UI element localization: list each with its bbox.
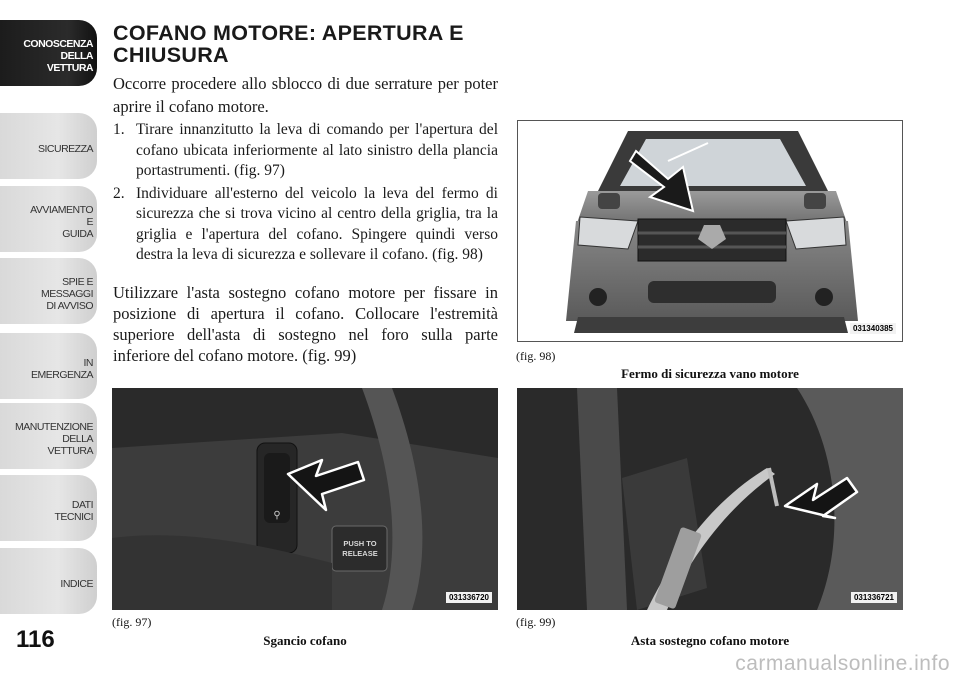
tab-indice[interactable]: INDICE <box>0 548 97 614</box>
tab-sicurezza[interactable]: SICUREZZA <box>0 113 97 179</box>
figure-99-image <box>517 388 903 610</box>
hood-release-illustration <box>112 388 498 610</box>
step-text: Individuare all'esterno del veicolo la leva del fermo di sicurezza che si trova vicino al centro della griglia, tra la griglia e l'apertura del cofano. Spingere quindi verso destra la leva di sicurezza e sollevare il cofano. (fig. 98) <box>136 184 498 263</box>
figure-code: 031340385 <box>850 323 896 334</box>
tab-in-emergenza[interactable]: IN EMERGENZA <box>0 333 97 399</box>
figure-code: 031336720 <box>446 592 492 603</box>
figure-97-label: (fig. 97) <box>112 615 152 629</box>
hood-prop-rod-illustration <box>517 388 903 610</box>
figure-99-caption: Asta sostegno cofano motore <box>630 633 790 648</box>
watermark-text: carmanualsonline.info <box>735 652 950 675</box>
support-rod-paragraph: Utilizzare l'asta sostegno cofano motore per fissare in posizione di apertura il cofano. Collocare l'estremità superiore dell'asta di sostegno nel foro sulla parte inferiore del cofano motore. (fig. 99) <box>113 283 498 365</box>
figure-99-label: (fig. 99) <box>516 615 556 629</box>
figure-98-caption: Fermo di sicurezza vano motore <box>621 366 799 381</box>
figure-code: 031336721 <box>851 592 897 603</box>
figure-97-image <box>112 388 498 610</box>
intro-paragraph: Occorre procedere allo sblocco di due serrature per poter aprire il cofano motore. <box>113 74 498 116</box>
figure-98-image <box>517 120 903 342</box>
push-to-release-label: PUSH TO RELEASE <box>342 539 378 558</box>
tab-spie-e-messaggi[interactable]: SPIE E MESSAGGI DI AVVISO <box>0 258 97 324</box>
tab-avviamento-e-guida[interactable]: AVVIAMENTO E GUIDA <box>0 186 97 252</box>
figure-98-label: (fig. 98) <box>516 349 556 363</box>
tab-conoscenza-della-vettura[interactable]: CONOSCENZA DELLA VETTURA <box>0 20 97 86</box>
section-title: COFANO MOTORE: APERTURA E CHIUSURA <box>113 21 464 67</box>
tab-dati-tecnici[interactable]: DATI TECNICI <box>0 475 97 541</box>
steps-list <box>113 120 498 268</box>
list-item <box>113 120 498 182</box>
step-number: 1. <box>113 121 125 138</box>
tab-manutenzione[interactable]: MANUTENZIONE DELLA VETTURA <box>0 403 97 469</box>
list-item <box>113 184 498 266</box>
car-front-illustration <box>518 121 903 342</box>
svg-text:⚲: ⚲ <box>273 510 281 521</box>
page-number: 116 <box>16 626 55 653</box>
figure-97-caption: Sgancio cofano <box>263 633 347 648</box>
step-text: Tirare innanzitutto la leva di comando per l'apertura del cofano ubicata inferiormente al lato sinistro della plancia portastrumenti. (fig. 97) <box>136 121 498 179</box>
step-number: 2. <box>113 184 125 202</box>
